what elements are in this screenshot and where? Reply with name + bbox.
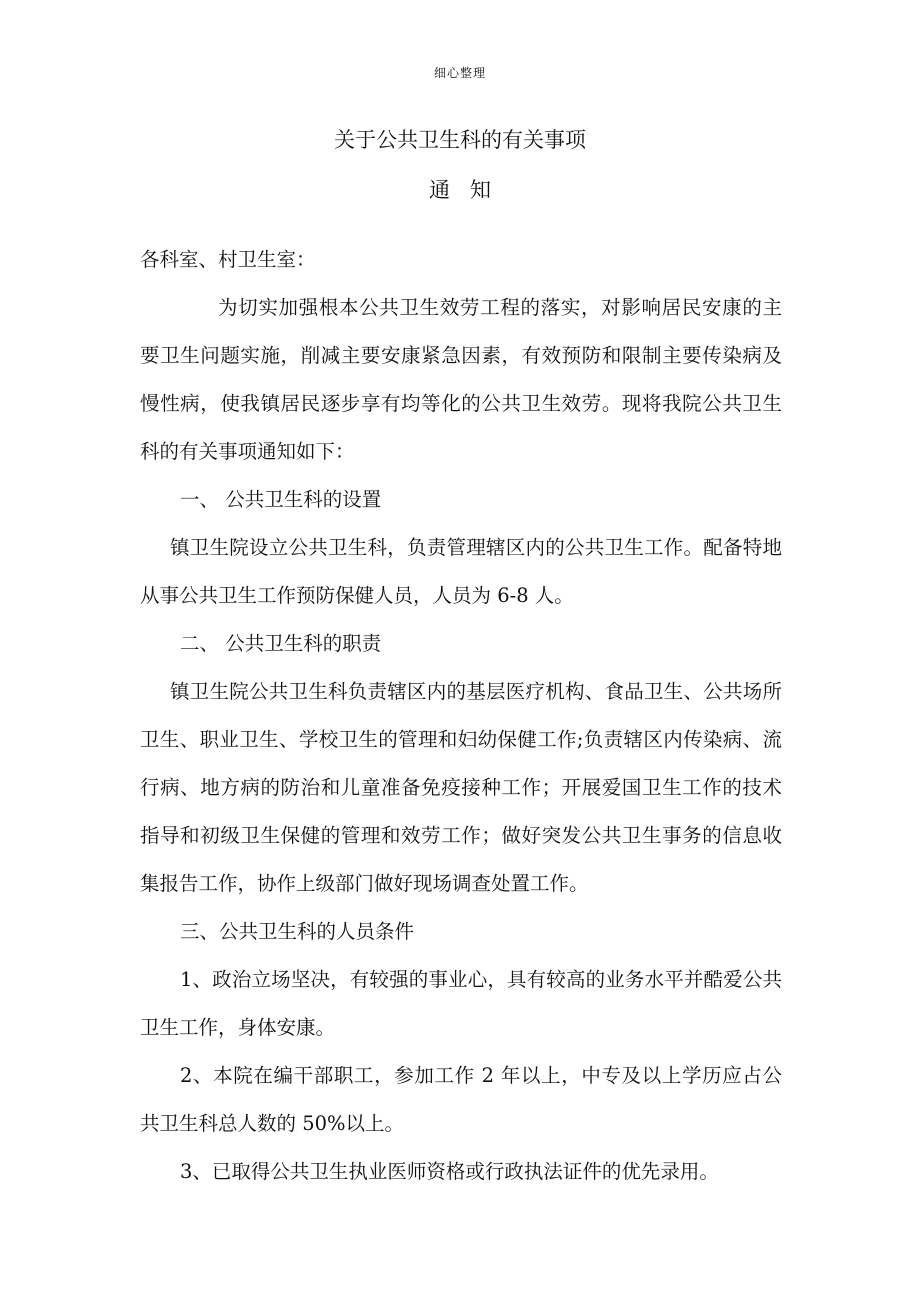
section-paragraph-2: 镇卫生院公共卫生科负责辖区内的基层医疗机构、食品卫生、公共场所卫生、职业卫生、学校卫生的管理和妇幼保健工作;负责辖区内传染病、流行病、地方病的防治和儿童准备免疫接种工作；开展爱国卫生工作的技术指导和初级卫生保健的管理和效劳工作；做好突发公共卫生事务的信息收集报告工作，协作上级部门做好现场调查处置工作。 (140, 680, 782, 895)
intro-paragraph: 为切实加强根本公共卫生效劳工程的落实，对影响居民安康的主要卫生问题实施，削减主要安康紧急因素，有效预防和限制主要传染病及慢性病，使我镇居民逐步享有均等化的公共卫生效劳。现将我院公共卫生科的有关事项通知如下： (140, 296, 782, 463)
section-paragraph-1: 镇卫生院设立公共卫生科，负责管理辖区内的公共卫生工作。配备特地从事公共卫生工作预防保健人员，人员为 6-8 人。 (140, 536, 782, 607)
document-subtitle: 通知 (429, 178, 511, 202)
section-heading-3: 三、公共卫生科的人员条件 (180, 920, 415, 943)
salutation: 各科室、村卫生室： (140, 248, 316, 271)
document-title: 关于公共卫生科的有关事项 (334, 128, 586, 152)
document-body (140, 236, 782, 1196)
section-heading-1: 一、 公共卫生科的设置 (180, 488, 382, 511)
list-item: 2、本院在编干部职工，参加工作 2 年以上，中专及以上学历应占公共卫生科总人数的 50%以上。 (140, 1064, 782, 1135)
list-item: 3、已取得公共卫生执业医师资格或行政执法证件的优先录用。 (180, 1160, 719, 1183)
section-heading-2: 二、 公共卫生科的职责 (180, 632, 382, 655)
list-item: 1、政治立场坚决，有较强的事业心，具有较高的业务水平并酷爱公共卫生工作，身体安康。 (140, 968, 782, 1039)
page-header: 细心整理 (433, 66, 486, 80)
